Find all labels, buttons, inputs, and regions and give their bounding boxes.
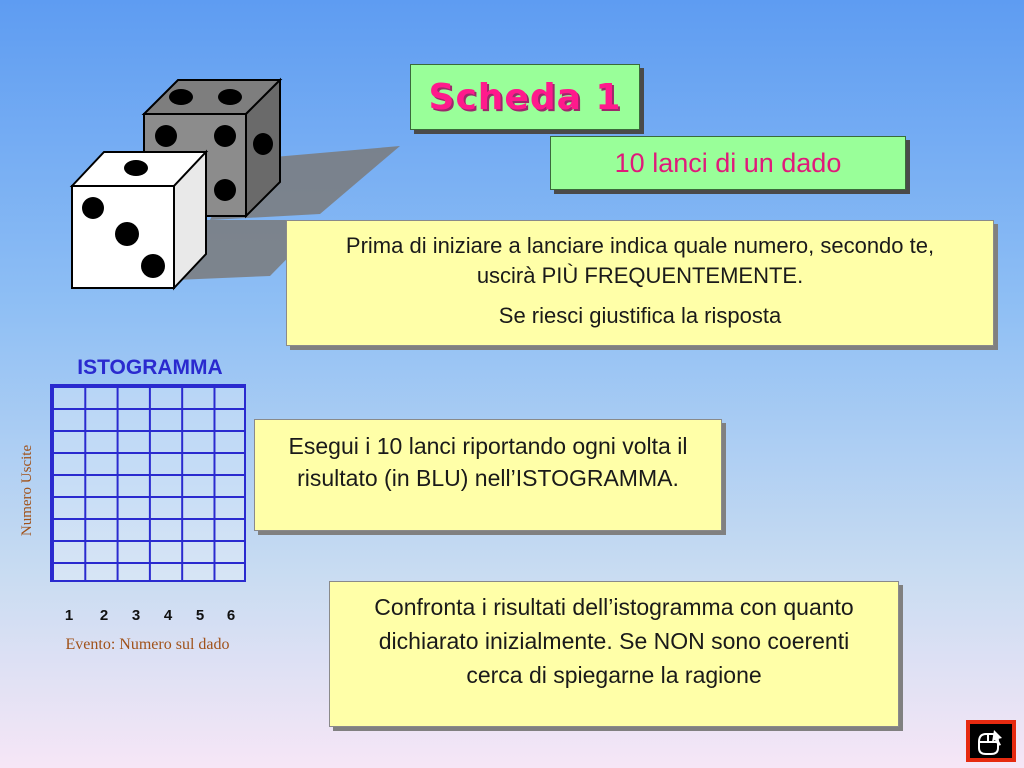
histogram-tick-6: 6 xyxy=(226,607,236,624)
histogram-tick-5: 5 xyxy=(195,607,205,624)
instruction-box-compare xyxy=(329,581,899,727)
instruction-throws-text: Esegui i 10 lanci riportando ogni volta il risultato (in BLU) nell’ISTOGRAMMA. xyxy=(288,433,688,491)
histogram-x-label: Evento: Numero sul dado xyxy=(65,636,230,653)
histogram-y-label: Numero Uscite xyxy=(19,444,36,537)
page-title: Scheda 1 xyxy=(428,76,622,118)
histogram-title: ISTOGRAMMA xyxy=(77,356,223,379)
instruction-predict-text: Prima di iniziare a lanciare indica quale numero, secondo te, uscirà PIÙ FREQUENTEMENTE. xyxy=(345,233,935,288)
nav-button[interactable] xyxy=(966,720,1016,762)
subtitle-box xyxy=(550,136,906,190)
histogram-tick-1: 1 xyxy=(64,607,74,624)
page-subtitle: 10 lanci di un dado xyxy=(614,147,842,178)
histogram-tick-2: 2 xyxy=(99,607,109,624)
instruction-justify-text: Se riesci giustifica la risposta xyxy=(498,303,782,328)
instruction-box-predict xyxy=(286,220,994,346)
histogram-tick-4: 4 xyxy=(163,607,173,624)
instruction-box-throws xyxy=(254,419,722,531)
title-box xyxy=(410,64,640,130)
histogram-tick-3: 3 xyxy=(131,607,141,624)
mouse-hand-icon xyxy=(970,724,1012,758)
instruction-compare-text: Confronta i risultati dell’istogramma con quanto dichiarato inizialmente. Se NON sono coerenti cerca di spiegarne la ragione xyxy=(374,594,854,688)
histogram-grid[interactable] xyxy=(50,384,246,582)
